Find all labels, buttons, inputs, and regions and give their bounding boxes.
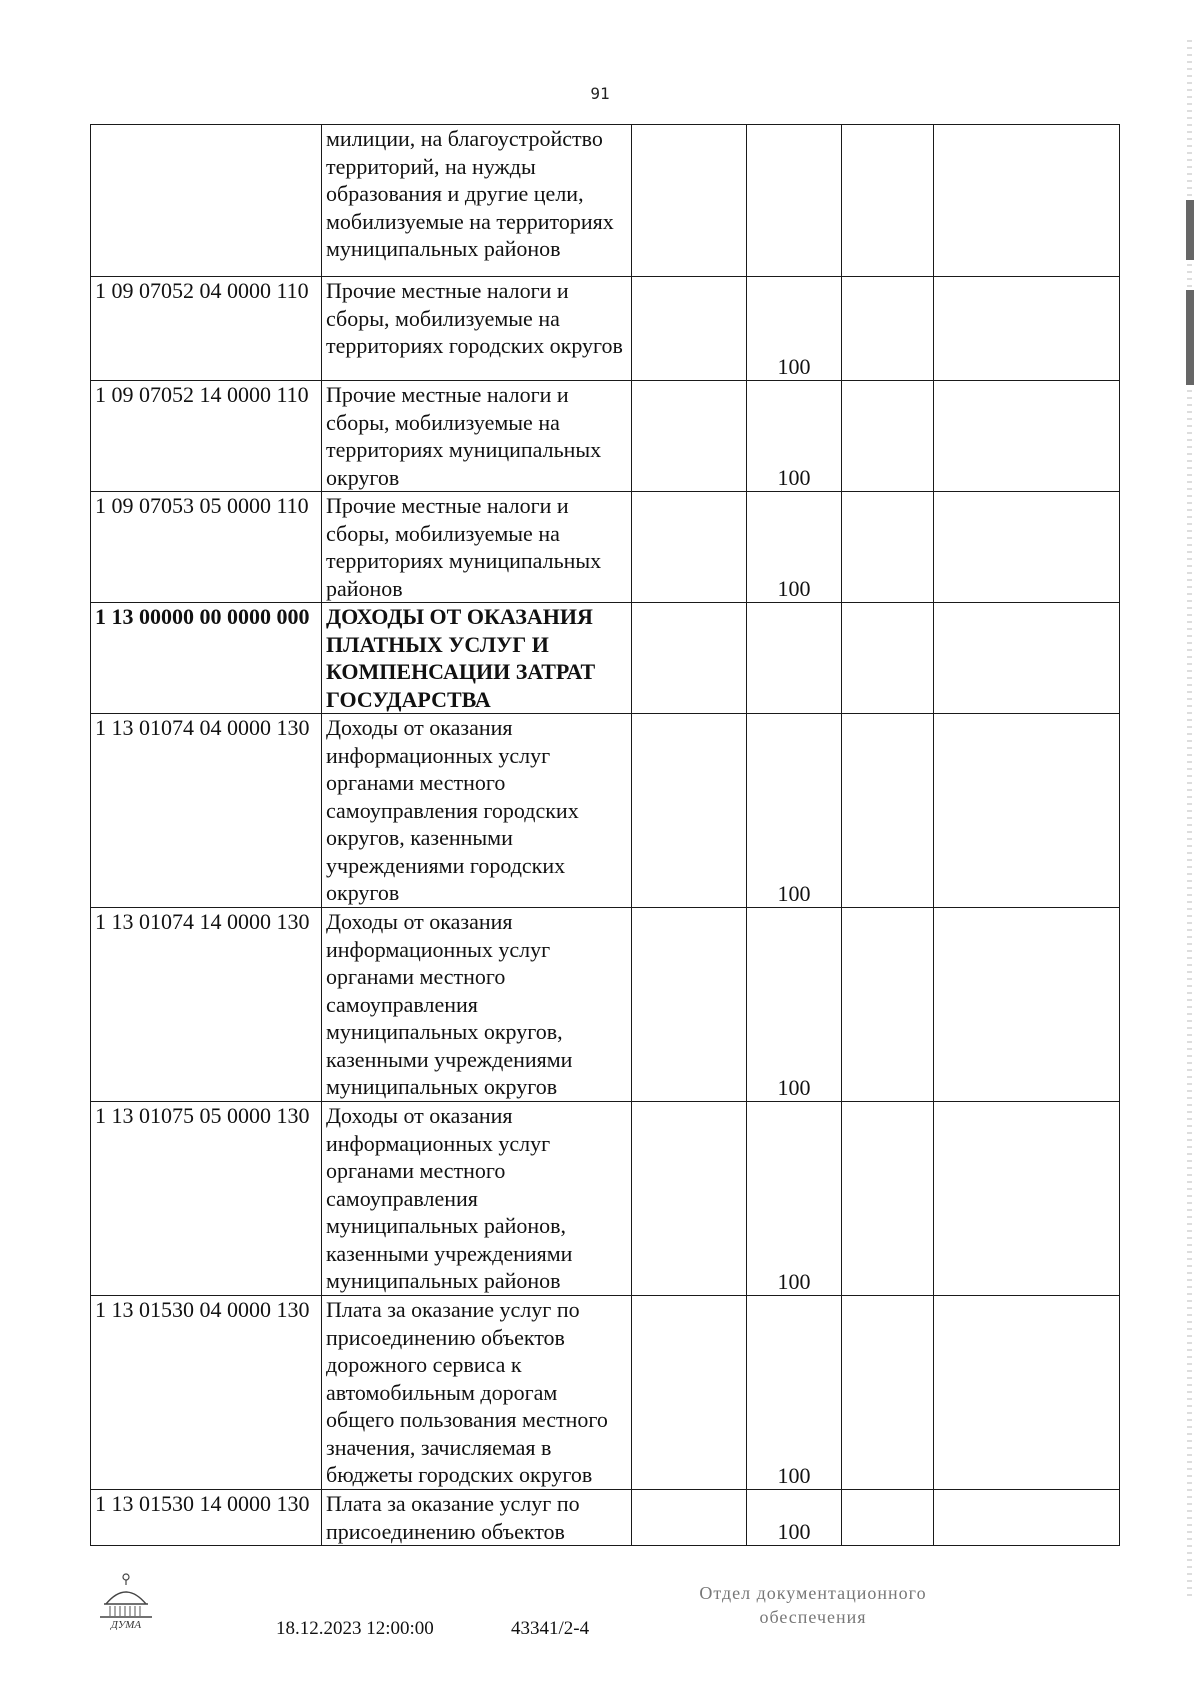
percent-value: 100 bbox=[747, 1102, 842, 1296]
empty-cell bbox=[934, 908, 1120, 1102]
empty-cell bbox=[934, 125, 1120, 277]
percent-value bbox=[747, 603, 842, 714]
empty-cell bbox=[934, 603, 1120, 714]
income-name: Плата за оказание услуг по присоединению объектов дорожного сервиса к автомобильным дорогам общего пользования местного значения, зачисляемая в бюджеты городских округов bbox=[322, 1296, 632, 1490]
income-name: ДОХОДЫ ОТ ОКАЗАНИЯ ПЛАТНЫХ УСЛУГ И КОМПЕНСАЦИИ ЗАТРАТ ГОСУДАРСТВА bbox=[322, 603, 632, 714]
empty-cell bbox=[632, 277, 747, 381]
empty-cell bbox=[632, 1490, 747, 1546]
empty-cell bbox=[934, 1102, 1120, 1296]
percent-value: 100 bbox=[747, 714, 842, 908]
kbk-code: 1 13 01074 04 0000 130 bbox=[91, 714, 322, 908]
scan-edge-artifact bbox=[1187, 40, 1192, 1600]
empty-cell bbox=[842, 1296, 934, 1490]
empty-cell bbox=[842, 381, 934, 492]
scan-mark bbox=[1186, 200, 1194, 260]
empty-cell bbox=[934, 1296, 1120, 1490]
empty-cell bbox=[632, 492, 747, 603]
department-line-2: обеспечения bbox=[759, 1607, 867, 1627]
empty-cell bbox=[842, 1490, 934, 1546]
table-row bbox=[91, 492, 1120, 603]
table-row bbox=[91, 1296, 1120, 1490]
footer-date: 18.12.2023 12:00:00 bbox=[276, 1618, 434, 1639]
scan-mark bbox=[1186, 290, 1194, 385]
empty-cell bbox=[842, 908, 934, 1102]
percent-value bbox=[747, 125, 842, 277]
table-row bbox=[91, 714, 1120, 908]
kbk-code: 1 13 01530 04 0000 130 bbox=[91, 1296, 322, 1490]
kbk-code bbox=[91, 125, 322, 277]
empty-cell bbox=[934, 381, 1120, 492]
footer-reg-number: 43341/2-4 bbox=[511, 1618, 590, 1639]
income-name: Прочие местные налоги и сборы, мобилизуемые на территориях городских округов bbox=[322, 277, 632, 381]
kbk-code: 1 09 07053 05 0000 110 bbox=[91, 492, 322, 603]
income-name: Плата за оказание услуг по присоединению объектов bbox=[322, 1490, 632, 1546]
empty-cell bbox=[632, 381, 747, 492]
income-name: Прочие местные налоги и сборы, мобилизуемые на территориях муниципальных округов bbox=[322, 381, 632, 492]
duma-logo bbox=[94, 1572, 158, 1630]
empty-cell bbox=[934, 1490, 1120, 1546]
empty-cell bbox=[842, 492, 934, 603]
percent-value: 100 bbox=[747, 1296, 842, 1490]
table-row bbox=[91, 1102, 1120, 1296]
empty-cell bbox=[842, 714, 934, 908]
svg-text:ДУМА: ДУМА bbox=[110, 1619, 142, 1630]
empty-cell bbox=[934, 492, 1120, 603]
percent-value: 100 bbox=[747, 381, 842, 492]
empty-cell bbox=[632, 714, 747, 908]
page-number: 91 bbox=[590, 84, 610, 103]
empty-cell bbox=[934, 277, 1120, 381]
empty-cell bbox=[632, 908, 747, 1102]
income-name: Прочие местные налоги и сборы, мобилизуемые на территориях муниципальных районов bbox=[322, 492, 632, 603]
table-row bbox=[91, 277, 1120, 381]
empty-cell bbox=[632, 603, 747, 714]
percent-value: 100 bbox=[747, 1490, 842, 1546]
kbk-code: 1 13 01074 14 0000 130 bbox=[91, 908, 322, 1102]
kbk-code: 1 13 01075 05 0000 130 bbox=[91, 1102, 322, 1296]
budget-table bbox=[90, 124, 1120, 1546]
empty-cell bbox=[842, 1102, 934, 1296]
department-stamp bbox=[648, 1581, 978, 1629]
income-name: милиции, на благоустройство территорий, на нужды образования и другие цели, мобилизуемые на территориях муниципальных районов bbox=[322, 125, 632, 277]
empty-cell bbox=[934, 714, 1120, 908]
table-row bbox=[91, 908, 1120, 1102]
percent-value: 100 bbox=[747, 908, 842, 1102]
income-name: Доходы от оказания информационных услуг органами местного самоуправления муниципальных районов, казенными учреждениями муниципальных районов bbox=[322, 1102, 632, 1296]
empty-cell bbox=[632, 1102, 747, 1296]
kbk-code: 1 09 07052 14 0000 110 bbox=[91, 381, 322, 492]
department-line-1: Отдел документационного bbox=[699, 1583, 927, 1603]
empty-cell bbox=[632, 125, 747, 277]
table-row bbox=[91, 125, 1120, 277]
empty-cell bbox=[842, 603, 934, 714]
income-name: Доходы от оказания информационных услуг органами местного самоуправления муниципальных округов, казенными учреждениями муниципальных округов bbox=[322, 908, 632, 1102]
empty-cell bbox=[632, 1296, 747, 1490]
table-row bbox=[91, 1490, 1120, 1546]
table-row bbox=[91, 381, 1120, 492]
empty-cell bbox=[842, 125, 934, 277]
kbk-code: 1 13 00000 00 0000 000 bbox=[91, 603, 322, 714]
kbk-code: 1 13 01530 14 0000 130 bbox=[91, 1490, 322, 1546]
income-name: Доходы от оказания информационных услуг органами местного самоуправления городских округов, казенными учреждениями городских округов bbox=[322, 714, 632, 908]
percent-value: 100 bbox=[747, 277, 842, 381]
percent-value: 100 bbox=[747, 492, 842, 603]
table-row-section bbox=[91, 603, 1120, 714]
kbk-code: 1 09 07052 04 0000 110 bbox=[91, 277, 322, 381]
empty-cell bbox=[842, 277, 934, 381]
